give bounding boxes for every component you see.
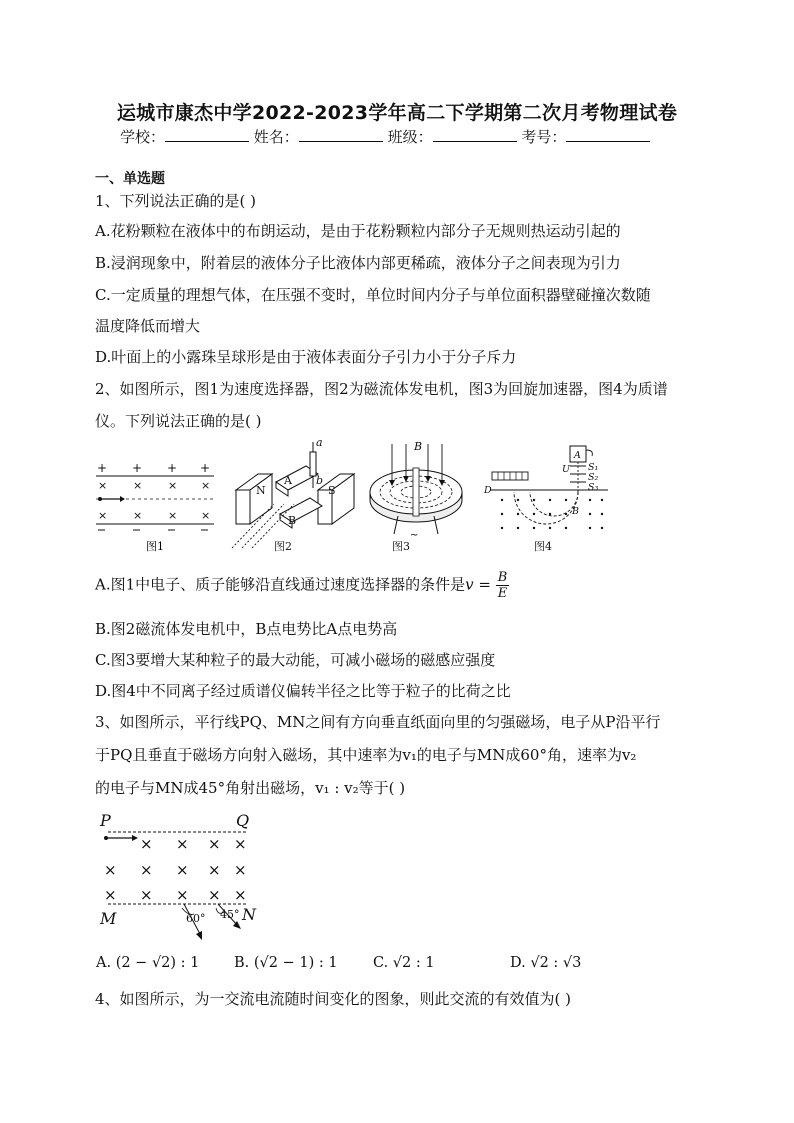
class-blank[interactable] bbox=[433, 126, 517, 142]
label-n: N bbox=[242, 905, 256, 924]
q2-option-a-var: v bbox=[465, 575, 474, 594]
name-blank[interactable] bbox=[299, 126, 383, 142]
svg-text:~: ~ bbox=[410, 530, 419, 541]
fig4-label-s2: S₂ bbox=[588, 472, 599, 483]
label-m: M bbox=[100, 909, 117, 928]
fig2-label-a-plate: A bbox=[284, 474, 292, 487]
figure-3-caption: 图3 bbox=[392, 540, 410, 553]
fraction-denominator: E bbox=[497, 586, 508, 601]
svg-text:×: × bbox=[140, 861, 153, 879]
svg-text:×: × bbox=[176, 861, 189, 879]
q3-magnetic-field-figure bbox=[96, 808, 266, 944]
angle-60-label: 60° bbox=[186, 912, 206, 925]
q3-stem-cont: 于PQ且垂直于磁场方向射入磁场，其中速率为v₁的电子与MN成60°角，速率为v₂ bbox=[95, 746, 637, 764]
q1-option-b: B.浸润现象中，附着层的液体分子比液体内部更稀疏，液体分子之间表现为引力 bbox=[95, 254, 621, 272]
svg-text:×: × bbox=[176, 886, 189, 904]
q1-stem: 1、下列说法正确的是( ) bbox=[95, 192, 257, 210]
fig4-label-d: D bbox=[484, 485, 492, 496]
svg-text:×: × bbox=[208, 861, 221, 879]
fig2-label-b-terminal: b bbox=[316, 474, 324, 487]
svg-text:×: × bbox=[98, 509, 108, 522]
svg-text:×: × bbox=[104, 886, 117, 904]
q1-option-d: D.叶面上的小露珠呈球形是由于液体表面分子引力小于分子斥力 bbox=[95, 348, 517, 366]
svg-text:×: × bbox=[201, 509, 211, 522]
q3-option-c: C. √2 : 1 bbox=[373, 955, 435, 971]
q2-stem: 2、如图所示，图1为速度选择器，图2为磁流体发电机，图3为回旋加速器，图4为质谱 bbox=[95, 380, 668, 398]
fig4-label-a: A bbox=[574, 450, 581, 461]
figure-4-mass-spectrometer bbox=[480, 438, 610, 554]
exam-number-label: 考号： bbox=[521, 128, 567, 146]
q2-option-b: B.图2磁流体发电机中，B点电势比A点电势高 bbox=[95, 620, 398, 638]
q3-option-b: B. (√2 − 1) : 1 bbox=[234, 955, 338, 971]
q1-option-c-cont: 温度降低而增大 bbox=[95, 317, 201, 335]
school-blank[interactable] bbox=[165, 126, 249, 142]
fraction-numerator: B bbox=[497, 570, 508, 585]
q4-stem: 4、如图所示，为一交流电流随时间变化的图象，则此交流的有效值为( ) bbox=[95, 990, 572, 1008]
svg-text:×: × bbox=[176, 835, 189, 853]
fig2-label-s: S bbox=[328, 484, 336, 497]
school-label: 学校： bbox=[120, 128, 166, 146]
figure-2-mhd-generator bbox=[228, 438, 356, 554]
svg-text:+: + bbox=[97, 461, 108, 475]
svg-text:×: × bbox=[168, 479, 178, 492]
q3-stem: 3、如图所示，平行线PQ、MN之间有方向垂直纸面向里的匀强磁场，电子从P沿平行 bbox=[95, 713, 661, 731]
fig2-label-a: a bbox=[316, 438, 323, 449]
figure-2-caption: 图2 bbox=[274, 540, 292, 553]
fig2-label-n: N bbox=[256, 484, 266, 497]
fig4-label-s3: S₃ bbox=[588, 482, 599, 493]
q2-stem-cont: 仪。下列说法正确的是( ) bbox=[95, 412, 262, 430]
figure-4-caption: 图4 bbox=[534, 540, 552, 553]
q2-option-d: D.图4中不同离子经过质谱仪偏转半径之比等于粒子的比荷之比 bbox=[95, 682, 511, 700]
exam-title: 运城市康杰中学2022-2023学年高二下学期第二次月考物理试卷 bbox=[116, 102, 678, 124]
svg-text:×: × bbox=[168, 509, 178, 522]
class-label: 班级： bbox=[387, 128, 433, 146]
q2-option-a-text: A.图1中电子、质子能够沿直线通过速度选择器的条件是 bbox=[95, 575, 466, 594]
svg-text:×: × bbox=[104, 861, 117, 879]
fig4-label-b: B bbox=[572, 506, 579, 517]
q2-option-c: C.图3要增大某种粒子的最大动能，可减小磁场的磁感应强度 bbox=[95, 651, 496, 669]
angle-45-label: 45° bbox=[220, 908, 240, 921]
svg-text:×: × bbox=[140, 835, 153, 853]
svg-text:×: × bbox=[234, 886, 247, 904]
svg-text:×: × bbox=[133, 479, 143, 492]
q2-option-a-eq: = bbox=[473, 575, 496, 594]
fig4-label-s1: S₁ bbox=[588, 462, 599, 473]
svg-text:×: × bbox=[234, 835, 247, 853]
fig3-label-b: B bbox=[414, 440, 423, 453]
svg-text:×: × bbox=[98, 479, 108, 492]
q1-option-a: A.花粉颗粒在液体中的布朗运动，是由于花粉颗粒内部分子无规则热运动引起的 bbox=[95, 222, 621, 240]
svg-text:+: + bbox=[167, 461, 178, 475]
svg-text:×: × bbox=[133, 509, 143, 522]
exam-number-blank[interactable] bbox=[566, 126, 650, 142]
svg-text:×: × bbox=[201, 479, 211, 492]
svg-text:+: + bbox=[200, 461, 211, 475]
section-heading: 一、单选题 bbox=[95, 171, 165, 187]
q2-option-a bbox=[95, 570, 509, 601]
q1-option-c: C.一定质量的理想气体，在压强不变时，单位时间内分子与单位面积器壁碰撞次数随 bbox=[95, 286, 651, 304]
q3-stem-cont2: 的电子与MN成45°角射出磁场，v₁ : v₂等于( ) bbox=[95, 779, 406, 797]
q3-option-d: D. √2 : √3 bbox=[510, 955, 582, 971]
fig2-label-b-plate: B bbox=[288, 514, 297, 527]
figure-3-cyclotron bbox=[362, 438, 472, 554]
svg-text:×: × bbox=[140, 886, 153, 904]
figure-1-caption: 图1 bbox=[146, 540, 164, 553]
fig4-label-u: U bbox=[562, 464, 571, 475]
q3-option-a: A. (2 − √2) : 1 bbox=[96, 955, 200, 971]
label-p: P bbox=[100, 811, 111, 830]
svg-text:×: × bbox=[208, 835, 221, 853]
q2-option-a-fraction bbox=[496, 570, 510, 601]
student-info-row bbox=[120, 126, 650, 147]
name-label: 姓名： bbox=[253, 128, 299, 146]
label-q: Q bbox=[236, 811, 250, 830]
svg-text:×: × bbox=[234, 861, 247, 879]
figure-1-velocity-selector bbox=[92, 458, 220, 554]
svg-text:+: + bbox=[132, 461, 143, 475]
svg-text:×: × bbox=[208, 886, 221, 904]
